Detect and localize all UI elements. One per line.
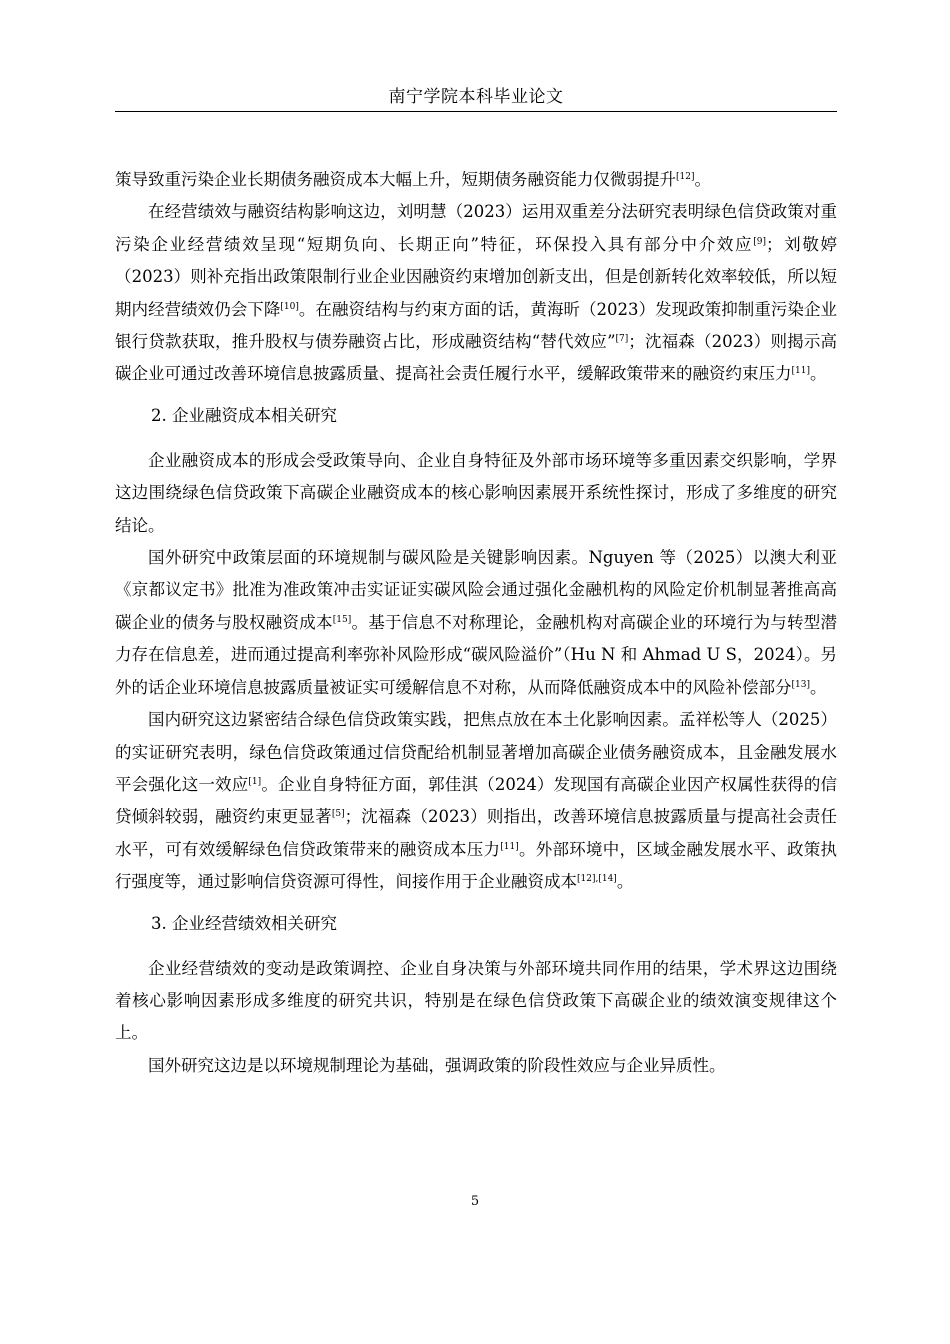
paragraph-continued (115, 164, 837, 196)
citation-ref: [1] (248, 776, 262, 787)
paragraph-financing-intro: 企业融资成本的形成会受政策导向、企业自身特征及外部市场环境等多重因素交织影响，学界这边围绕绿色信贷政策下高碳企业融资成本的核心影响因素展开系统性探讨，形成了多维度的研究结论。 (115, 450, 837, 535)
page-header: 南宁学院本科毕业论文 (388, 87, 564, 107)
paragraph-text: 国内研究这边紧密结合绿色信贷政策实践，把焦点放在本土化影响因素。孟祥松等人（2025）的实证研究表明，绿色信贷政策通过信贷配给机制显著增加高碳企业债务融资成本，且金融发展水平会强化这一效应 (115, 710, 837, 794)
citation-ref: [7] (615, 334, 629, 345)
citation-ref: [12] (676, 172, 695, 182)
page-number: 5 (470, 1194, 480, 1209)
header-rule (115, 111, 837, 112)
citation-ref: [12],[14] (577, 874, 617, 885)
paragraph-text: ；刘敬婷（2023）则补充指出政策限制行业企业因融资约束增加创新支出，但是创新转化效率较低，所以短期内经营绩效仍会下降 (115, 234, 837, 319)
paragraph-text: ；沈福森（2023）则指出，改善环境信息披露质量与提高社会责任水平，可有效缓解绿色信贷政策带来的融资成本压力 (115, 807, 837, 859)
citation-ref: [15] (332, 614, 352, 625)
paragraph-text: 。外部环境中，区域金融发展水平、政策执行强度等，通过影响信贷资源可得性，间接作用于企业融资成本 (115, 839, 838, 892)
section-heading-performance: 3. 企业经营绩效相关研究 (151, 913, 337, 933)
paragraph-text: 。在融资结构与约束方面的话，黄海昕（2023）发现政策抑制重污染企业银行贷款获取，推升股权与债券融资占比，形成融资结构“替代效应” (115, 299, 837, 352)
paragraph-text: 。企业自身特征方面，郭佳淇（2024）发现国有高碳企业因产权属性获得的信贷倾斜较弱，融资约束更显著 (115, 774, 837, 827)
paragraph-foreign-research (115, 542, 837, 704)
paragraph-text: 在经营绩效与融资结构影响这边，刘明慧（2023）运用双重差分法研究表明绿色信贷政策对重污染企业经营绩效呈现“短期负向、长期正向”特征，环保投入具有部分中介效应 (115, 202, 837, 254)
paragraph-domestic-research (115, 704, 837, 898)
citation-ref: [10] (280, 301, 299, 312)
paragraph-tail: 。 (616, 872, 634, 892)
body-content (115, 164, 837, 1082)
paragraph-text: ；沈福森（2023）则揭示高碳企业可通过改善环境信息披露质量、提高社会责任履行水平，缓解政策带来的融资约束压力 (115, 332, 837, 384)
paragraph-tail: 。 (809, 364, 827, 384)
paragraph-text: 国外研究中政策层面的环境规制与碳风险是关键影响因素。Nguyen 等（2025）以澳大利亚《京都议定书》批准为准政策冲击实证证实碳风险会通过强化金融机构的风险定价机制显著推高高碳企业的债务与股权融资成本 (115, 548, 837, 632)
paragraph-tail: 。 (694, 170, 711, 189)
paragraph-performance-structure (115, 196, 837, 390)
citation-ref: [13] (791, 679, 810, 690)
paragraph-text: 策导致重污染企业长期债务融资成本大幅上升，短期债务融资能力仅微弱提升 (115, 170, 676, 189)
citation-ref: [5] (331, 809, 345, 820)
citation-ref: [11] (500, 841, 519, 852)
paragraph-tail: 。 (809, 677, 827, 697)
section-heading-financing-cost: 2. 企业融资成本相关研究 (151, 405, 337, 425)
paragraph-foreign-performance: 国外研究这边是以环境规制理论为基础，强调政策的阶段性效应与企业异质性。 (148, 1055, 726, 1075)
citation-ref: [9] (753, 236, 766, 247)
citation-ref: [11] (791, 366, 810, 377)
paragraph-text: 。基于信息不对称理论，金融机构对高碳企业的环境行为与转型潜力存在信息差，进而通过提高利率弥补风险形成“碳风险溢价”（Hu N 和 Ahmad U S，2024）。另外的话企业环境信息披露质量被证实可缓解信息不对称，从而降低融资成本中的风险补偿部分 (115, 612, 838, 697)
paragraph-performance-intro: 企业经营绩效的变动是政策调控、企业自身决策与外部环境共同作用的结果，学术界这边围绕着核心影响因素形成多维度的研究共识，特别是在绿色信贷政策下高碳企业的绩效演变规律这个上。 (115, 958, 837, 1043)
